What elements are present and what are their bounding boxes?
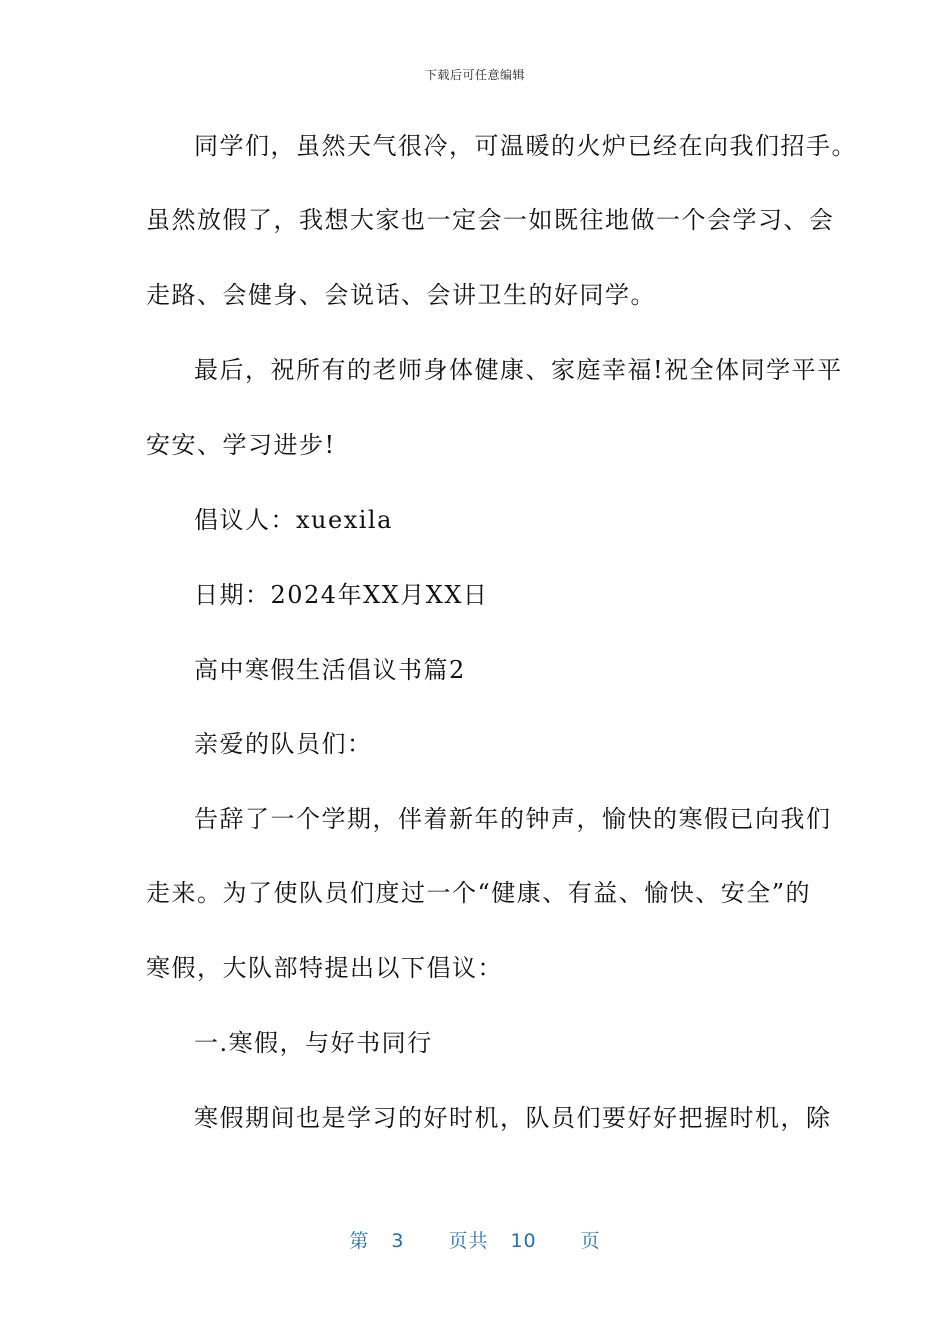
footer-middle: 页共 (448, 1230, 489, 1252)
paragraph-line: 告辞了一个学期，伴着新年的钟声，愉快的寒假已向我们 (194, 805, 832, 833)
paragraph-line: 最后，祝所有的老师身体健康、家庭幸福!祝全体同学平平 (194, 356, 843, 384)
paragraph-line: 走路、会健身、会说话、会讲卫生的好同学。 (146, 281, 656, 309)
page-footer (0, 1226, 950, 1253)
footer-prefix: 第 (349, 1230, 370, 1252)
footer-total-pages: 10 (510, 1230, 537, 1252)
initiator-line: 倡议人：xuexila (194, 506, 393, 534)
paragraph-line: 同学们，虽然天气很冷，可温暖的火炉已经在向我们招手。 (194, 132, 857, 160)
salutation-line: 亲爱的队员们： (194, 730, 373, 758)
subheading-line: 一.寒假，与好书同行 (194, 1029, 433, 1057)
footer-current-page: 3 (391, 1230, 405, 1252)
paragraph-line: 虽然放假了，我想大家也一定会一如既往地做一个会学习、会 (146, 206, 835, 234)
paragraph-line: 寒假期间也是学习的好时机，队员们要好好把握时机，除 (194, 1104, 832, 1132)
section-title: 高中寒假生活倡议书篇2 (194, 656, 466, 684)
paragraph-line: 安安、学习进步! (146, 431, 336, 459)
paragraph-line: 走来。为了使队员们度过一个“健康、有益、愉快、安全”的 (146, 879, 812, 907)
page-header: 下载后可任意编辑 (424, 68, 525, 82)
footer-suffix: 页 (580, 1230, 601, 1252)
date-line: 日期：2024年XX月XX日 (194, 581, 489, 609)
paragraph-line: 寒假，大队部特提出以下倡议： (146, 954, 503, 982)
